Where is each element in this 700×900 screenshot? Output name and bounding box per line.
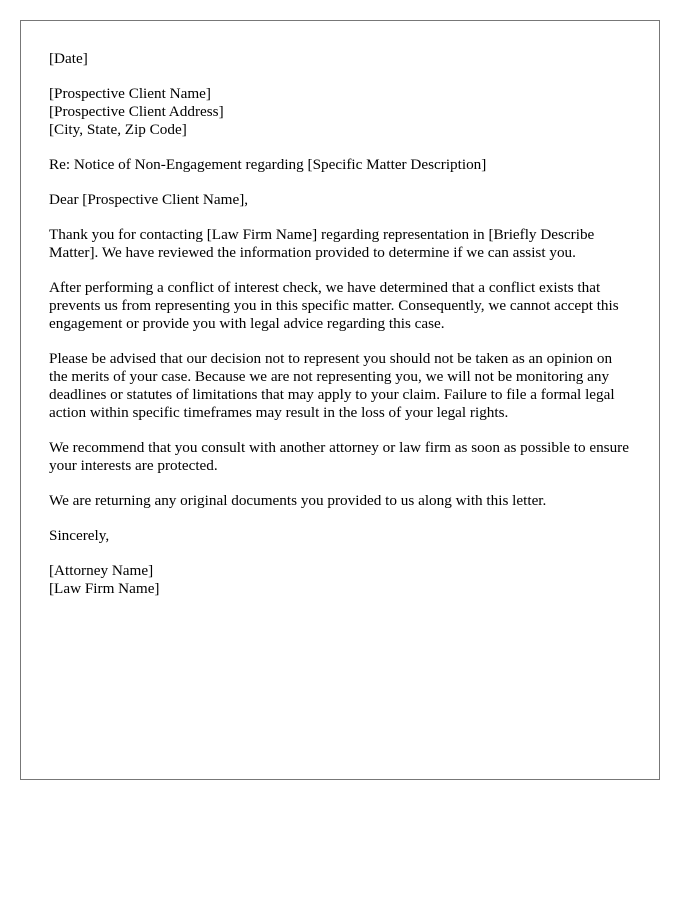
body-paragraph-5: We are returning any original documents you provided to us along with this letter. [49, 492, 547, 509]
recipient-city-state-zip: [City, State, Zip Code] [49, 121, 187, 138]
body-paragraph-3: Please be advised that our decision not to represent you should not be taken as an opinion on the merits of your case. Because we are not representing you, we will not be monitoring any deadlines or statutes of limitations that may apply to your claim. Failure to file a formal legal action within specific timeframes may result in the loss of your legal rights. [49, 350, 615, 421]
date-text: [Date] [49, 50, 88, 67]
salutation [49, 191, 631, 209]
body-paragraph-1: Thank you for contacting [Law Firm Name] regarding representation in [Briefly Describe Matter]. We have reviewed the information provided to determine if we can assist you. [49, 226, 595, 261]
recipient-address: [Prospective Client Address] [49, 103, 224, 120]
subject-text: Re: Notice of Non-Engagement regarding [Specific Matter Description] [49, 156, 487, 173]
body-paragraph-2: After performing a conflict of interest check, we have determined that a conflict exists that prevents us from representing you in this specific matter. Consequently, we cannot accept this engagement or provide you with legal advice regarding this case. [49, 279, 619, 332]
closing-text: Sincerely, [49, 527, 110, 544]
subject-line [49, 156, 631, 174]
signature-firm-name: [Law Firm Name] [49, 580, 160, 597]
closing [49, 527, 631, 545]
signature-block [49, 562, 631, 598]
signature-attorney-name: [Attorney Name] [49, 562, 154, 579]
recipient-address-block [49, 85, 631, 139]
letter-date [49, 50, 631, 68]
body-paragraph-4: We recommend that you consult with another attorney or law firm as soon as possible to ensure your interests are protected. [49, 439, 629, 474]
salutation-text: Dear [Prospective Client Name], [49, 191, 249, 208]
recipient-name: [Prospective Client Name] [49, 85, 211, 102]
letter-page [20, 20, 660, 780]
